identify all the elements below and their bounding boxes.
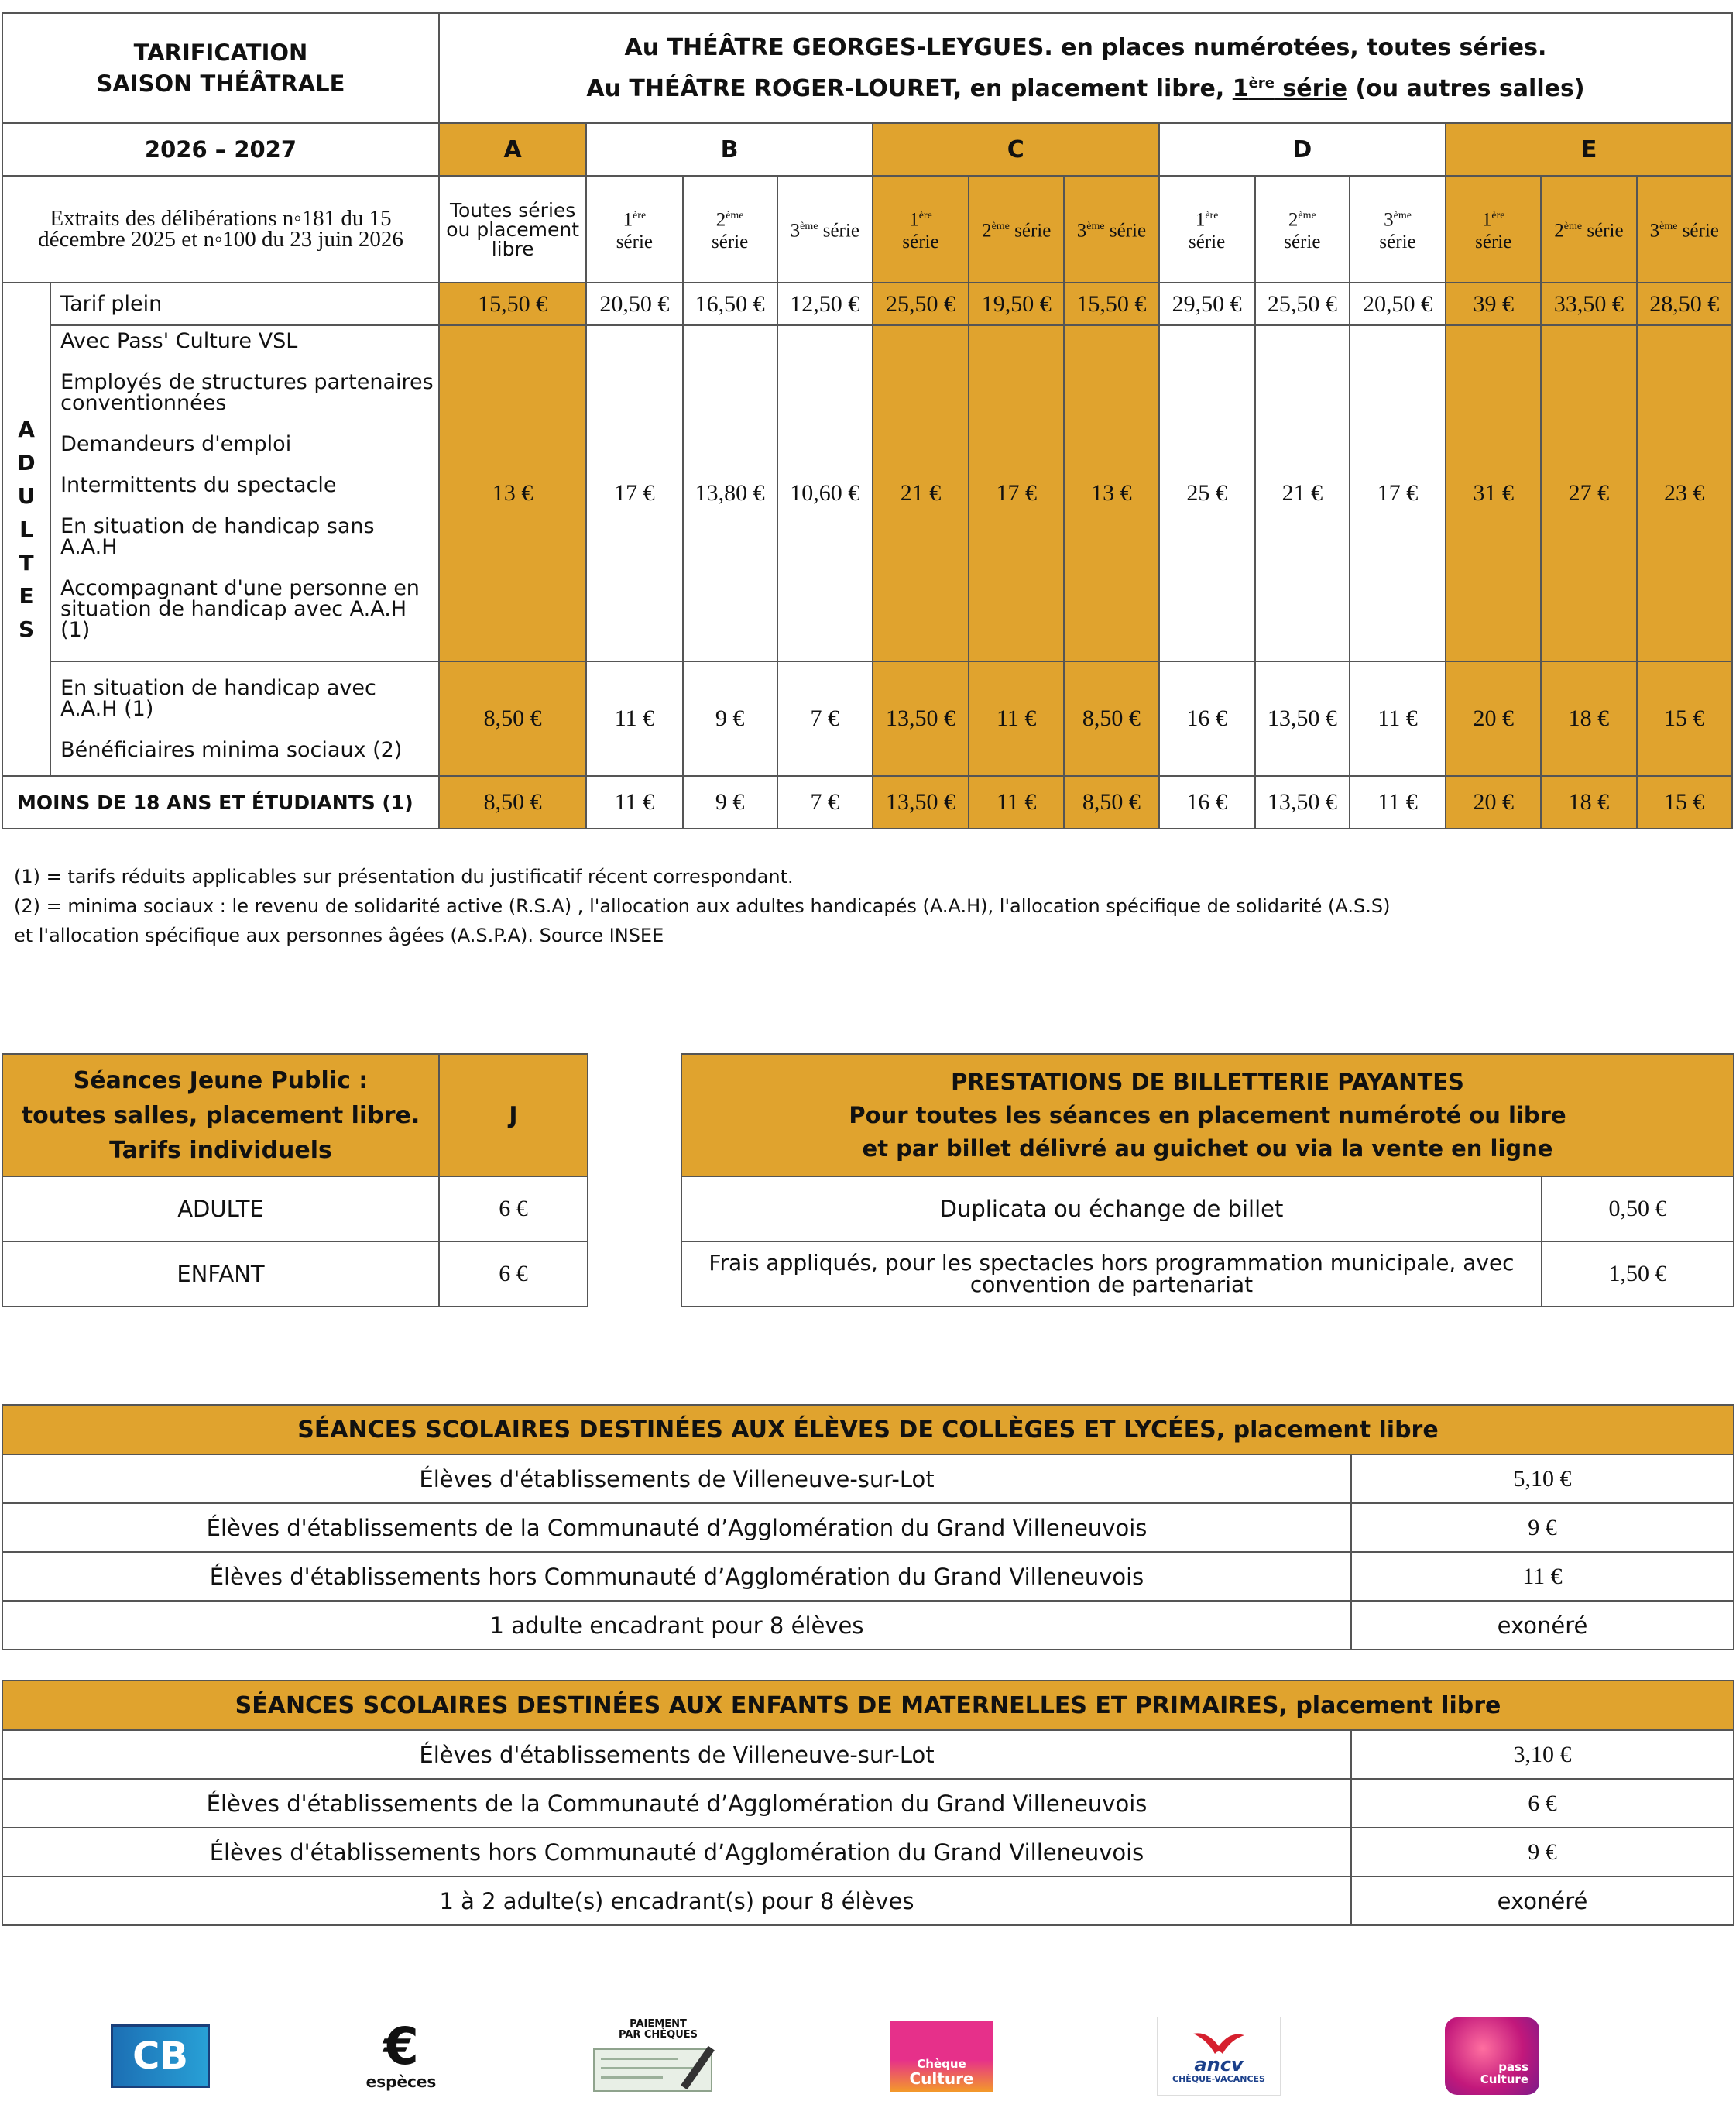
billetterie-label: Frais appliqués, pour les spectacles hors programmation municipale, avec convention de partenariat — [681, 1241, 1542, 1306]
primaires-price: exonéré — [1351, 1876, 1734, 1925]
price-cell: 13 € — [1064, 325, 1158, 661]
primaires-price: 6 € — [1351, 1779, 1734, 1828]
category-c: C — [873, 123, 1159, 176]
pass-culture-logo — [1442, 2014, 1542, 2099]
price-cell: 13,50 € — [873, 661, 969, 776]
main-tariff-table — [2, 12, 1733, 829]
title-line-1: TARIFICATION — [133, 39, 308, 66]
serie-c3: 3ème série — [1064, 176, 1158, 283]
price-cell: 9 € — [683, 661, 777, 776]
price-cell: 8,50 € — [1064, 661, 1158, 776]
price-cell: 25,50 € — [1255, 283, 1350, 325]
colleges-title: SÉANCES SCOLAIRES DESTINÉES AUX ÉLÈVES DE COLLÈGES ET LYCÉES, placement libre — [2, 1405, 1734, 1454]
price-cell: 17 € — [586, 325, 682, 661]
row-tarif-reduit — [2, 325, 1732, 661]
price-cell: 25 € — [1159, 325, 1255, 661]
colleges-price: 5,10 € — [1351, 1454, 1734, 1503]
primaires-label: 1 à 2 adulte(s) encadrant(s) pour 8 élèves — [2, 1876, 1351, 1925]
billetterie-price: 0,50 € — [1542, 1176, 1734, 1241]
scolaires-colleges-table — [2, 1404, 1734, 1650]
cheque-culture-icon: Chèque Culture — [890, 2021, 993, 2092]
price-cell: 20,50 € — [586, 283, 682, 325]
ancv-icon: ancv CHÈQUE-VACANCES — [1157, 2017, 1281, 2096]
adultes-vertical-label: A D U L T E S — [2, 283, 50, 776]
primaires-title: SÉANCES SCOLAIRES DESTINÉES AUX ENFANTS DE MATERNELLES ET PRIMAIRES, placement libre — [2, 1681, 1734, 1730]
category-a-label: Toutes séries ou placement libre — [439, 176, 586, 283]
footnote-2-cont: et l'allocation spécifique aux personnes âgées (A.S.P.A). Source INSEE — [14, 925, 664, 946]
title-line-2: SAISON THÉÂTRALE — [96, 70, 345, 97]
row-tarif-plein — [2, 283, 1732, 325]
price-cell: 16 € — [1159, 776, 1255, 829]
price-cell: 21 € — [1255, 325, 1350, 661]
price-cell: 28,50 € — [1637, 283, 1732, 325]
colleges-row — [2, 1503, 1734, 1552]
primaires-row — [2, 1730, 1734, 1779]
footnote-1: (1) = tarifs réduits applicables sur présentation du justificatif récent correspondant. — [14, 866, 794, 888]
price-cell: 11 € — [1350, 776, 1446, 829]
price-cell: 33,50 € — [1541, 283, 1636, 325]
colleges-row — [2, 1552, 1734, 1601]
jeune-public-table — [2, 1053, 588, 1307]
primaires-row — [2, 1828, 1734, 1876]
colleges-price: 11 € — [1351, 1552, 1734, 1601]
price-cell: 16,50 € — [683, 283, 777, 325]
price-cell: 15 € — [1637, 776, 1732, 829]
jeunes-label: MOINS DE 18 ANS ET ÉTUDIANTS (1) — [2, 776, 439, 829]
primaires-row — [2, 1779, 1734, 1828]
price-cell: 9 € — [683, 776, 777, 829]
price-cell: 17 € — [969, 325, 1064, 661]
category-a: A — [439, 123, 586, 176]
price-cell: 25,50 € — [873, 283, 969, 325]
especes-logo — [347, 2014, 455, 2099]
serie-b2: 2ème série — [683, 176, 777, 283]
price-cell: 15 € — [1637, 661, 1732, 776]
payment-methods — [0, 2014, 1736, 2106]
price-cell: 11 € — [586, 661, 682, 776]
price-cell: 10,60 € — [777, 325, 873, 661]
category-b: B — [586, 123, 873, 176]
price-cell: 11 € — [969, 776, 1064, 829]
colleges-label: 1 adulte encadrant pour 8 élèves — [2, 1601, 1351, 1650]
scolaires-primaires-table — [2, 1680, 1734, 1926]
cheque-icon — [593, 2044, 723, 2093]
price-cell: 18 € — [1541, 776, 1636, 829]
price-cell: 7 € — [777, 776, 873, 829]
billetterie-label: Duplicata ou échange de billet — [681, 1176, 1542, 1241]
price-cell: 18 € — [1541, 661, 1636, 776]
ancv-logo — [1157, 2014, 1281, 2099]
jeune-public-row — [2, 1176, 588, 1241]
pass-culture-icon: pass Culture — [1445, 2017, 1539, 2095]
price-cell: 8,50 € — [439, 776, 586, 829]
primaires-label: Élèves d'établissements de Villeneuve-sur-Lot — [2, 1730, 1351, 1779]
price-cell: 16 € — [1159, 661, 1255, 776]
jeune-public-col-j: J — [439, 1054, 588, 1176]
colleges-price: exonéré — [1351, 1601, 1734, 1650]
serie-b1: 1ère série — [586, 176, 682, 283]
colleges-row — [2, 1601, 1734, 1650]
serie-d3: 3ème série — [1350, 176, 1446, 283]
cb-logo — [110, 2014, 211, 2099]
price-cell: 8,50 € — [439, 661, 586, 776]
serie-d2: 2ème série — [1255, 176, 1350, 283]
tarif-plein-label: Tarif plein — [50, 283, 439, 325]
footnote-2: (2) = minima sociaux : le revenu de solidarité active (R.S.A) , l'allocation aux adultes handicapés (A.A.H), l'allocation spécifique de solidarité (A.S.S) — [14, 895, 1391, 917]
billetterie-price: 1,50 € — [1542, 1241, 1734, 1306]
serie-e1: 1ère série — [1446, 176, 1541, 283]
price-cell: 13,50 € — [1255, 776, 1350, 829]
price-cell: 29,50 € — [1159, 283, 1255, 325]
price-cell: 12,50 € — [777, 283, 873, 325]
price-cell: 7 € — [777, 661, 873, 776]
price-cell: 13 € — [439, 325, 586, 661]
colleges-label: Élèves d'établissements hors Communauté d’Agglomération du Grand Villeneuvois — [2, 1552, 1351, 1601]
price-cell: 13,50 € — [1255, 661, 1350, 776]
price-cell: 27 € — [1541, 325, 1636, 661]
jeune-public-price: 6 € — [439, 1241, 588, 1306]
cheque-logo — [588, 2014, 728, 2099]
price-cell: 20 € — [1446, 661, 1541, 776]
cb-card-icon: CB — [111, 2024, 210, 2088]
serie-e2: 2ème série — [1541, 176, 1636, 283]
category-e: E — [1446, 123, 1732, 176]
season-cell: 2026 – 2027 — [2, 123, 439, 176]
serie-e3: 3ème série — [1637, 176, 1732, 283]
ancv-bird-icon — [1192, 2029, 1246, 2055]
price-cell: 20,50 € — [1350, 283, 1446, 325]
jeune-public-label: ENFANT — [2, 1241, 439, 1306]
price-cell: 11 € — [969, 661, 1064, 776]
price-cell: 19,50 € — [969, 283, 1064, 325]
primaires-label: Élèves d'établissements hors Communauté d’Agglomération du Grand Villeneuvois — [2, 1828, 1351, 1876]
serie-c1: 1ère série — [873, 176, 969, 283]
jeune-public-price: 6 € — [439, 1176, 588, 1241]
colleges-price: 9 € — [1351, 1503, 1734, 1552]
cheque-label: PAIEMENT PAR CHÈQUES — [618, 2018, 698, 2041]
colleges-label: Élèves d'établissements de la Communauté d’Agglomération du Grand Villeneuvois — [2, 1503, 1351, 1552]
price-cell: 11 € — [1350, 661, 1446, 776]
billetterie-row — [681, 1176, 1734, 1241]
price-cell: 21 € — [873, 325, 969, 661]
row-tarif-jeunes — [2, 776, 1732, 829]
category-d: D — [1159, 123, 1446, 176]
primaires-price: 3,10 € — [1351, 1730, 1734, 1779]
venue-line-2: Au THÉÂTRE ROGER-LOURET, en placement libre, 1ère série (ou autres salles) — [586, 74, 1585, 102]
price-cell: 13,80 € — [683, 325, 777, 661]
price-cell: 23 € — [1637, 325, 1732, 661]
title-cell — [2, 13, 439, 123]
footnotes — [14, 862, 1532, 950]
price-cell: 11 € — [586, 776, 682, 829]
billetterie-title: PRESTATIONS DE BILLETTERIE PAYANTES Pour toutes les séances en placement numéroté ou libre et par billet délivré au guichet ou via la vente en ligne — [681, 1054, 1734, 1176]
venue-line-1: Au THÉÂTRE GEORGES-LEYGUES. en places numérotées, toutes séries. — [624, 33, 1547, 61]
serie-d1: 1ère série — [1159, 176, 1255, 283]
reduit-labels: Avec Pass' Culture VSL Employés de structures partenaires conventionnées Demandeurs d'emploi Intermittents du spectacle En situation de handicap sans A.A.H Accompagnant d'une personne en situation de handicap avec A.A.H (1) — [50, 325, 439, 661]
price-cell: 13,50 € — [873, 776, 969, 829]
jeune-public-title: Séances Jeune Public : toutes salles, placement libre. Tarifs individuels — [2, 1054, 439, 1176]
especes-label: espèces — [365, 2072, 437, 2091]
serie-b3: 3ème série — [777, 176, 873, 283]
handicap-labels: En situation de handicap avec A.A.H (1) Bénéficiaires minima sociaux (2) — [50, 661, 439, 776]
euro-icon: € — [383, 2017, 419, 2076]
primaires-label: Élèves d'établissements de la Communauté d’Agglomération du Grand Villeneuvois — [2, 1779, 1351, 1828]
deliberations-cell: Extraits des délibérations n◦181 du 15 décembre 2025 et n◦100 du 23 juin 2026 — [2, 176, 439, 283]
jeune-public-row — [2, 1241, 588, 1306]
price-cell: 20 € — [1446, 776, 1541, 829]
primaires-price: 9 € — [1351, 1828, 1734, 1876]
price-cell: 17 € — [1350, 325, 1446, 661]
price-cell: 31 € — [1446, 325, 1541, 661]
serie-c2: 2ème série — [969, 176, 1064, 283]
price-cell: 8,50 € — [1064, 776, 1158, 829]
colleges-label: Élèves d'établissements de Villeneuve-sur-Lot — [2, 1454, 1351, 1503]
price-cell: 39 € — [1446, 283, 1541, 325]
colleges-row — [2, 1454, 1734, 1503]
row-tarif-handicap — [2, 661, 1732, 776]
primaires-row — [2, 1876, 1734, 1925]
cheque-culture-logo — [887, 2014, 996, 2099]
price-cell: 15,50 € — [439, 283, 586, 325]
billetterie-row — [681, 1241, 1734, 1306]
jeune-public-label: ADULTE — [2, 1176, 439, 1241]
price-cell: 15,50 € — [1064, 283, 1158, 325]
billetterie-table — [681, 1053, 1734, 1307]
venue-cell — [439, 13, 1732, 123]
